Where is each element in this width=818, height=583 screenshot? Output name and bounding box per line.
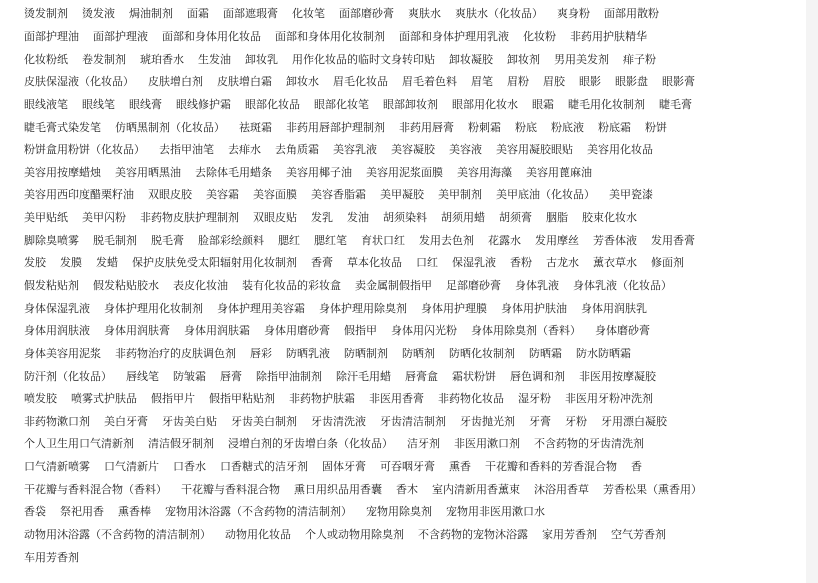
goods-term-list [24,2,804,568]
goods-term: 美容用化妆品 [587,143,653,157]
goods-term: 祛斑霜 [239,120,272,134]
goods-term: 清洁假牙制剂 [148,437,214,451]
goods-term: 眼部卸妆剂 [383,97,438,111]
goods-term: 防晒霜 [529,346,562,360]
term-line [24,455,804,478]
goods-term: 非药物漱口剂 [24,414,90,428]
goods-term: 美容香脂霜 [311,188,366,202]
goods-term: 防汗剂（化妆品） [24,369,112,383]
goods-term: 胡须膏 [499,211,532,225]
goods-term: 美容用西印度醋栗籽油 [24,188,134,202]
goods-term: 口气清新片 [104,460,159,474]
goods-term: 身体用磨砂膏 [264,324,330,338]
goods-term: 发乳 [311,211,333,225]
goods-term: 美容凝胶 [391,143,435,157]
goods-term: 眼线液笔 [24,97,68,111]
goods-term: 卖金属制假指甲 [355,279,432,292]
goods-term: 芳香松果（熏香用） [603,482,702,496]
term-line [24,432,804,455]
scrollbar[interactable] [806,0,818,583]
goods-term: 洁牙剂 [407,437,440,451]
goods-term: 卷发制剂 [82,52,126,66]
goods-term: 胶束化妆水 [582,211,637,225]
goods-term: 化妆笔 [292,7,325,21]
goods-term: 花露水 [488,233,521,247]
goods-term: 面部和身体护理用乳液 [399,29,509,43]
goods-term: 琥珀香水 [140,52,184,66]
term-line [24,160,804,183]
goods-term: 可吞咽牙膏 [380,460,435,474]
goods-term: 身体用护肤油 [501,301,567,315]
goods-term: 古龙水 [546,256,579,270]
goods-term: 干花瓣与香料混合物（香料） [24,482,167,496]
goods-term: 发用香膏 [651,233,695,247]
term-line [24,228,804,251]
goods-term: 装有化妆品的彩妆盒 [242,279,341,292]
goods-term: 熏香棒 [118,505,151,519]
goods-term: 祭祀用香 [60,505,104,519]
goods-term: 美甲凝胶 [380,188,424,202]
goods-term: 腮红 [278,233,300,247]
goods-term: 粉饼盒用粉饼（化妆品） [24,143,145,157]
goods-term: 发胶 [24,256,46,270]
goods-term: 发膜 [60,256,82,270]
goods-term: 胡须染料 [383,211,427,225]
goods-term: 生发油 [198,52,231,66]
goods-term: 去痱水 [228,143,261,157]
goods-term: 非医用香膏 [369,392,424,406]
goods-term: 粉刺霜 [468,120,501,134]
goods-term: 非药物皮肤护理制剂 [140,211,239,225]
goods-term: 香 [631,460,642,474]
term-line [24,274,804,297]
goods-term: 动物用化妆品 [225,528,291,542]
goods-term: 宠物用除臭剂 [366,505,432,519]
goods-term: 面部和身体用化妆制剂 [275,29,385,43]
goods-term: 除汗毛用蜡 [336,369,391,383]
goods-term: 身体护理用化妆制剂 [104,301,203,315]
goods-term: 眉笔 [471,75,493,89]
term-line [24,183,804,206]
goods-term: 牙齿美白贴 [162,414,217,428]
goods-term: 湿牙粉 [518,392,551,406]
goods-term: 假指甲片 [151,392,195,406]
goods-term: 美容乳液 [333,143,377,157]
goods-term: 爽肤水（化妆品） [455,7,543,21]
goods-term: 香粉 [510,256,532,270]
goods-term: 眼部用化妆水 [452,97,518,111]
goods-term: 霜状粉饼 [452,369,496,383]
goods-term: 眼影 [579,75,601,89]
goods-term: 熏日用织品用香囊 [294,482,382,496]
goods-term: 仿晒黑制剂（化妆品） [115,120,225,134]
goods-term: 非医用牙粉冲洗剂 [565,392,653,406]
goods-term: 口香糖式的洁牙剂 [220,460,308,474]
goods-term: 身体用润肤乳 [581,301,647,315]
goods-term: 眼部化妆品 [245,97,300,111]
term-line [24,2,804,25]
goods-term: 面部用散粉 [604,7,659,21]
goods-term: 家用芳香剂 [542,528,597,542]
goods-term: 粉底液 [551,120,584,134]
goods-term: 眉毛着色料 [402,75,457,89]
goods-term: 美容液 [449,143,482,157]
goods-term: 睫毛膏 [659,97,692,111]
goods-term: 皮肤保湿液（化妆品） [24,75,134,89]
term-line [24,387,804,410]
goods-term: 面霜 [187,7,209,21]
goods-term: 防水防晒霜 [576,346,631,360]
goods-term: 非药物治疗的皮肤调色剂 [115,346,236,360]
goods-term: 化妆粉 [523,29,556,43]
goods-term: 眼线修护霜 [176,97,231,111]
goods-term: 室内清新用香薰束 [432,482,520,496]
term-line [24,93,804,116]
goods-term: 美甲底油（化妆品） [496,188,595,202]
goods-term: 假指甲粘贴剂 [209,392,275,406]
goods-term: 香膏 [311,256,333,270]
goods-term: 牙膏 [529,414,551,428]
goods-term: 烫发液 [82,7,115,21]
goods-term: 唇膏 [220,369,242,383]
goods-term: 表皮化妆油 [173,279,228,292]
goods-term: 面部护理液 [93,29,148,43]
goods-term: 非药用唇膏 [399,120,454,134]
goods-term: 个人卫生用口气清新剂 [24,437,134,451]
goods-term: 香袋 [24,505,46,519]
goods-term: 粉底 [515,120,537,134]
goods-term: 美容用泥浆面膜 [366,165,443,179]
goods-term: 身体用润肤霜 [184,324,250,338]
goods-term: 草本化妆品 [347,256,402,270]
goods-term: 皮肤增白剂 [148,75,203,89]
goods-term: 非药用唇部护理制剂 [286,120,385,134]
term-line [24,47,804,70]
goods-term: 干花瓣与香料混合物 [181,482,280,496]
goods-term: 非药物化妆品 [438,392,504,406]
goods-term: 面部和身体用化妆品 [162,29,261,43]
goods-term: 身体保湿乳液 [24,301,90,315]
goods-term: 去指甲油笔 [159,143,214,157]
goods-term: 化妆粉纸 [24,52,68,66]
goods-term: 身体用护理膜 [421,301,487,315]
term-line [24,319,804,342]
goods-term: 睫毛用化妆制剂 [568,97,645,111]
goods-term: 卸妆乳 [245,52,278,66]
goods-term: 眼霜 [532,97,554,111]
goods-term: 烫发制剂 [24,7,68,21]
goods-term: 眼影盘 [615,75,648,89]
goods-term: 美容用海藻 [457,165,512,179]
goods-term: 防晒剂 [402,346,435,360]
term-line [24,296,804,319]
goods-term: 非医用漱口剂 [454,437,520,451]
goods-term: 卸妆凝胶 [449,52,493,66]
goods-term: 美甲闪粉 [82,211,126,225]
goods-term: 口红 [416,256,438,270]
term-line [24,410,804,433]
goods-term: 喷发胶 [24,392,57,406]
goods-term: 脱毛制剂 [93,233,137,247]
goods-term: 痱子粉 [623,52,656,66]
goods-term: 唇线笔 [126,369,159,383]
goods-term: 牙齿美白制剂 [231,414,297,428]
goods-term: 浸增白剂的牙齿增白条（化妆品） [228,437,393,451]
goods-term: 去除体毛用蜡条 [195,165,272,179]
term-line [24,138,804,161]
goods-term: 面部护理油 [24,29,79,43]
goods-term: 卸妆水 [286,75,319,89]
goods-term: 美甲瓷漆 [609,188,653,202]
goods-term: 身体乳液 [515,279,559,292]
goods-term: 美容面膜 [253,188,297,202]
goods-term: 身体用润肤膏 [104,324,170,338]
goods-term: 发蜡 [96,256,118,270]
goods-term: 牙齿清洗液 [311,414,366,428]
goods-term: 非药物护肤霜 [289,392,355,406]
goods-term: 芳香体液 [593,233,637,247]
term-line [24,477,804,500]
goods-term: 眼线膏 [129,97,162,111]
term-line [24,206,804,229]
goods-term: 车用芳香剂 [24,550,79,564]
goods-term: 身体用除臭剂（香料） [471,324,581,338]
goods-term: 美容用按摩蜡烛 [24,165,101,179]
goods-term: 美白牙膏 [104,414,148,428]
goods-term: 胡须用蜡 [441,211,485,225]
goods-term: 牙用漂白凝胶 [601,414,667,428]
goods-term: 脚除臭喷雾 [24,233,79,247]
goods-term: 固体牙膏 [322,460,366,474]
goods-term: 眉胶 [543,75,565,89]
goods-term: 保护皮肤免受太阳辐射用化妆制剂 [132,256,297,270]
goods-term: 美甲制剂 [438,188,482,202]
goods-term: 非医用按摩凝胶 [579,369,656,383]
term-line [24,115,804,138]
goods-term: 身体用闪光粉 [391,324,457,338]
term-line [24,251,804,274]
goods-term: 爽身粉 [557,7,590,21]
goods-term: 身体乳液（化妆品） [573,279,672,292]
goods-term: 脸部彩绘颜料 [198,233,264,247]
goods-term: 美容霜 [206,188,239,202]
goods-term: 干花瓣和香料的芳香混合物 [485,460,617,474]
goods-term: 口气清新喷雾 [24,460,90,474]
goods-term: 足部磨砂膏 [446,279,501,292]
goods-term: 防皱霜 [173,369,206,383]
goods-term: 美容用凝胶眼贴 [496,143,573,157]
goods-term: 胭脂 [546,211,568,225]
goods-term: 皮肤增白霜 [217,75,272,89]
goods-term: 焗油制剂 [129,7,173,21]
goods-term: 空气芳香剂 [611,528,666,542]
term-line [24,500,804,523]
goods-term: 沐浴用香草 [534,482,589,496]
goods-term: 面部遮瑕膏 [223,7,278,21]
goods-term: 美容用椰子油 [286,165,352,179]
goods-term: 美容用晒黑油 [115,165,181,179]
goods-term: 唇膏盒 [405,369,438,383]
goods-term: 身体用润肤液 [24,324,90,338]
goods-term: 唇彩 [250,346,272,360]
term-line [24,523,804,546]
goods-term: 双眼皮贴 [253,211,297,225]
goods-term: 卸妆剂 [507,52,540,66]
goods-term: 个人或动物用除臭剂 [305,528,404,542]
goods-term: 眼影膏 [662,75,695,89]
goods-term: 牙齿抛光剂 [460,414,515,428]
goods-term: 脱毛膏 [151,233,184,247]
term-line [24,70,804,93]
goods-term: 口香水 [173,460,206,474]
goods-term: 身体护理用美容霜 [217,301,305,315]
goods-term: 宠物用非医用漱口水 [446,505,545,519]
goods-term: 除指甲油制剂 [256,369,322,383]
goods-term: 育状口红 [361,233,405,247]
goods-term: 防晒化妆制剂 [449,346,515,360]
goods-term: 眉粉 [507,75,529,89]
goods-term: 防晒乳液 [286,346,330,360]
goods-term: 身体护理用除臭剂 [319,301,407,315]
goods-term: 牙齿清洁制剂 [380,414,446,428]
goods-term: 用作化妆品的临时文身转印贴 [292,52,435,66]
goods-term: 发用摩丝 [535,233,579,247]
goods-term: 薰衣草水 [593,256,637,270]
goods-term: 防晒制剂 [344,346,388,360]
goods-term: 双眼皮胶 [148,188,192,202]
goods-term: 睫毛膏式染发笔 [24,120,101,134]
term-line [24,364,804,387]
goods-term: 美甲贴纸 [24,211,68,225]
goods-term: 宠物用沐浴露（不含药物的清洁制剂） [165,505,352,519]
goods-term: 身体美容用泥浆 [24,346,101,360]
goods-term: 修面剂 [651,256,684,270]
goods-term: 喷雾式护肤品 [71,392,137,406]
goods-term: 发用去色剂 [419,233,474,247]
goods-term: 牙粉 [565,414,587,428]
goods-term: 假发粘贴胶水 [93,279,159,292]
term-line [24,545,804,568]
goods-term: 假指甲 [344,324,377,338]
goods-term: 粉饼 [645,120,667,134]
goods-term: 爽肤水 [408,7,441,21]
goods-term: 男用美发剂 [554,52,609,66]
goods-term: 动物用沐浴露（不含药物的清洁制剂） [24,528,211,542]
goods-term: 不含药物的宠物沐浴露 [418,528,528,542]
term-line [24,25,804,48]
goods-term: 眼线笔 [82,97,115,111]
goods-term: 香木 [396,482,418,496]
goods-term: 去角质霜 [275,143,319,157]
goods-term: 不含药物的牙齿清洗剂 [534,437,644,451]
goods-term: 粉底霜 [598,120,631,134]
goods-term: 唇色调和剂 [510,369,565,383]
goods-term: 保湿乳液 [452,256,496,270]
goods-term: 非药用护肤精华 [570,29,647,43]
goods-term: 面部磨砂膏 [339,7,394,21]
goods-term: 眼部化妆笔 [314,97,369,111]
goods-term: 眉毛化妆品 [333,75,388,89]
goods-term: 假发粘贴剂 [24,279,79,292]
goods-term: 美容用蓖麻油 [526,165,592,179]
goods-term: 熏香 [449,460,471,474]
goods-term: 身体磨砂膏 [595,324,650,338]
goods-term: 发油 [347,211,369,225]
goods-term: 腮红笔 [314,233,347,247]
term-line [24,342,804,365]
